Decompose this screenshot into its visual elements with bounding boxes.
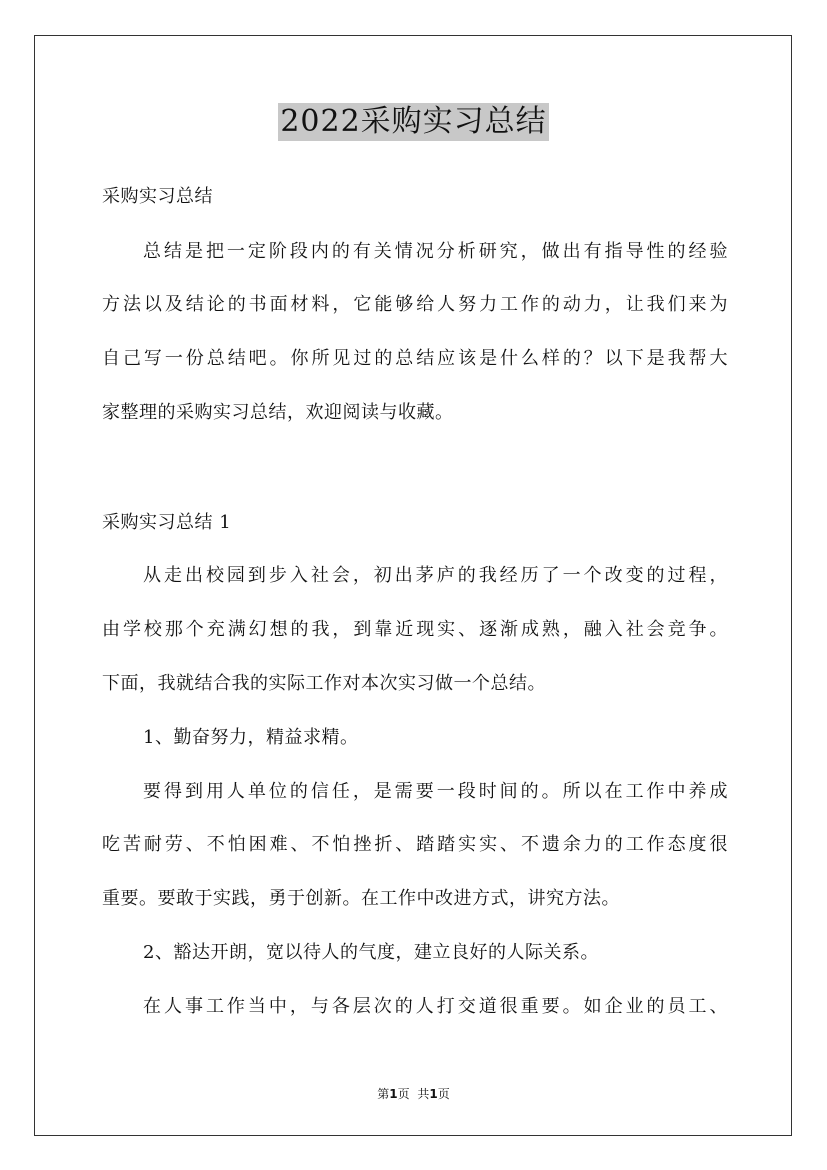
intro-line-2: 方法以及结论的书面材料，它能够给人努力工作的动力，让我们来为 (102, 294, 728, 315)
point1-line-2: 吃苦耐劳、不怕困难、不怕挫折、踏踏实实、不遗余力的工作态度很 (102, 834, 728, 855)
point2-heading: 2、豁达开朗，宽以待人的气度，建立良好的人际关系。 (143, 942, 599, 963)
footer-page-suffix: 页 (397, 1087, 410, 1101)
point1-line-3: 重要。要敢于实践，勇于创新。在工作中改进方式，讲究方法。 (102, 888, 620, 909)
intro-heading: 采购实习总结 (102, 186, 213, 207)
intro-line-1: 总结是把一定阶段内的有关情况分析研究，做出有指导性的经验 (143, 241, 728, 262)
footer-page-prefix: 第 (377, 1087, 390, 1101)
document-title-wrap (0, 103, 827, 141)
point1-line-1: 要得到用人单位的信任，是需要一段时间的。所以在工作中养成 (143, 781, 728, 802)
section1-line-1: 从走出校园到步入社会，初出茅庐的我经历了一个改变的过程， (143, 565, 728, 586)
footer-total-pages: 1 (429, 1087, 438, 1101)
footer-total-prefix: 共 (417, 1087, 430, 1101)
footer-total-suffix: 页 (437, 1087, 450, 1101)
section1-heading: 采购实习总结 1 (102, 512, 232, 533)
document-title[interactable]: 2022采购实习总结 (280, 104, 547, 139)
point2-line-1: 在人事工作当中，与各层次的人打交道很重要。如企业的员工、 (143, 996, 728, 1017)
intro-line-4: 家整理的采购实习总结，欢迎阅读与收藏。 (102, 402, 454, 423)
section1-line-3: 下面，我就结合我的实际工作对本次实习做一个总结。 (102, 673, 546, 694)
section1-line-2: 由学校那个充满幻想的我，到靠近现实、逐渐成熟，融入社会竞争。 (102, 619, 728, 640)
intro-line-3: 自己写一份总结吧。你所见过的总结应该是什么样的？以下是我帮大 (102, 348, 728, 369)
footer-page-number: 1 (389, 1087, 398, 1101)
point1-heading: 1、勤奋努力，精益求精。 (143, 727, 359, 748)
page-footer (0, 1085, 827, 1102)
